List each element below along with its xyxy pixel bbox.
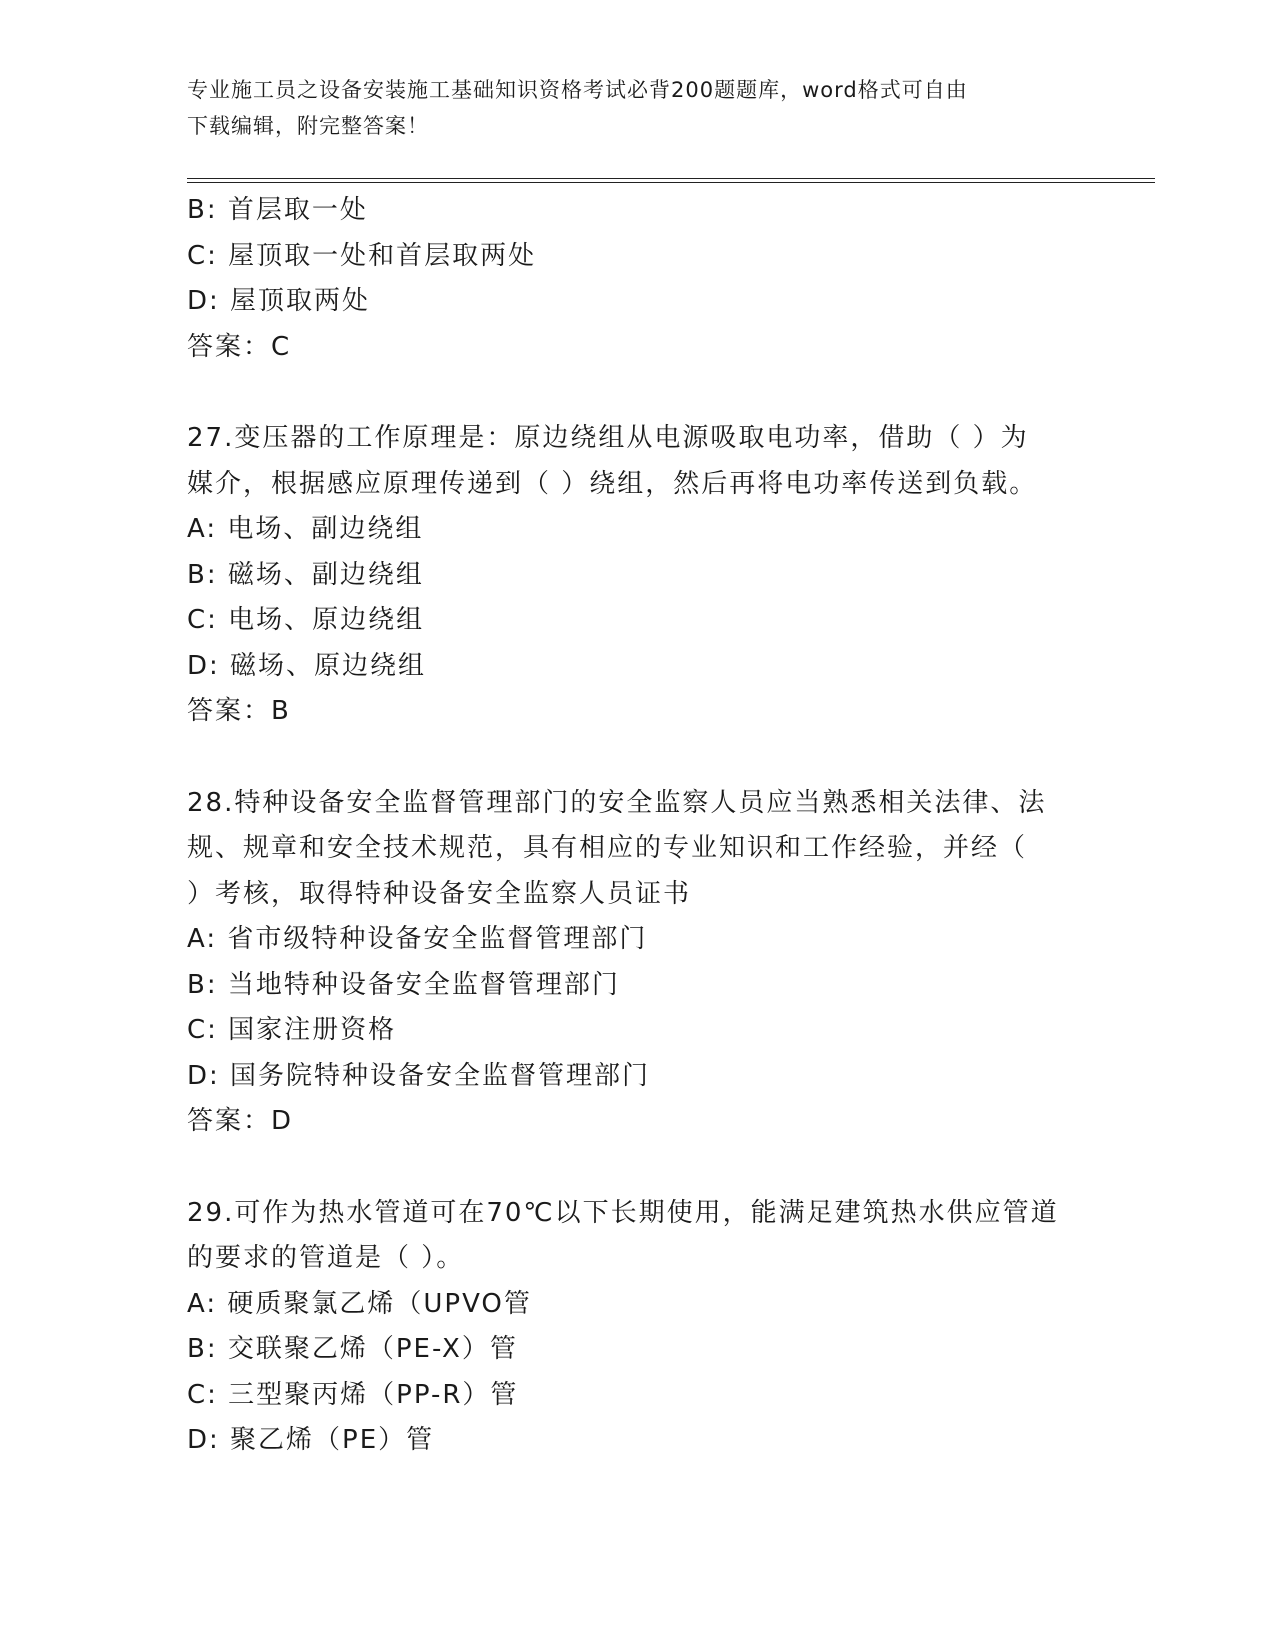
question-stem-line: 媒介，根据感应原理传递到（ ）绕组，然后再将电功率传送到负载。 xyxy=(187,468,1038,499)
header-line-1: 专业施工员之设备安装施工基础知识资格考试必背200题题库，word格式可自由 xyxy=(187,78,968,102)
question-26-tail xyxy=(187,188,1087,370)
option-d: D: 国务院特种设备安全监督管理部门 xyxy=(187,1060,651,1091)
answer: 答案：C xyxy=(187,331,292,362)
option-c: C: 屋顶取一处和首层取两处 xyxy=(187,240,537,271)
page-header xyxy=(187,72,1087,144)
header-line-2: 下载编辑，附完整答案！ xyxy=(187,114,429,138)
answer: 答案：B xyxy=(187,696,291,726)
question-stem-line: 28.特种设备安全监督管理部门的安全监察人员应当熟悉相关法律、法 xyxy=(187,787,1047,818)
option-d: D: 磁场、原边绕组 xyxy=(187,650,427,681)
header-divider xyxy=(187,178,1155,183)
option-c: C: 电场、原边绕组 xyxy=(187,605,425,635)
option-a: A: 电场、副边绕组 xyxy=(187,514,424,544)
option-d: D: 聚乙烯（PE）管 xyxy=(187,1425,435,1455)
question-stem-line: 27.变压器的工作原理是：原边绕组从电源吸取电功率，借助（ ）为 xyxy=(187,423,1029,453)
question-29 xyxy=(187,1191,1087,1464)
option-b: B: 当地特种设备安全监督管理部门 xyxy=(187,969,620,1000)
option-b: B: 磁场、副边绕组 xyxy=(187,559,424,590)
option-d: D: 屋顶取两处 xyxy=(187,286,371,316)
document-body xyxy=(187,188,1087,1464)
option-b: B: 交联聚乙烯（PE-X）管 xyxy=(187,1334,518,1364)
question-stem-line: 29.可作为热水管道可在70℃以下长期使用，能满足建筑热水供应管道 xyxy=(187,1197,1059,1228)
option-a: A: 省市级特种设备安全监督管理部门 xyxy=(187,924,648,954)
question-27 xyxy=(187,416,1087,735)
question-stem-line: 的要求的管道是（ ）。 xyxy=(187,1243,465,1273)
question-stem-line: ）考核，取得特种设备安全监察人员证书 xyxy=(187,878,692,909)
option-c: C: 三型聚丙烯（PP-R）管 xyxy=(187,1379,519,1410)
option-c: C: 国家注册资格 xyxy=(187,1015,397,1045)
option-b: B: 首层取一处 xyxy=(187,195,368,225)
option-a: A: 硬质聚氯乙烯（UPVO管 xyxy=(187,1288,532,1319)
answer: 答案：D xyxy=(187,1106,294,1136)
question-28 xyxy=(187,781,1087,1145)
question-stem-line: 规、规章和安全技术规范，具有相应的专业知识和工作经验，并经（ xyxy=(187,833,1028,863)
